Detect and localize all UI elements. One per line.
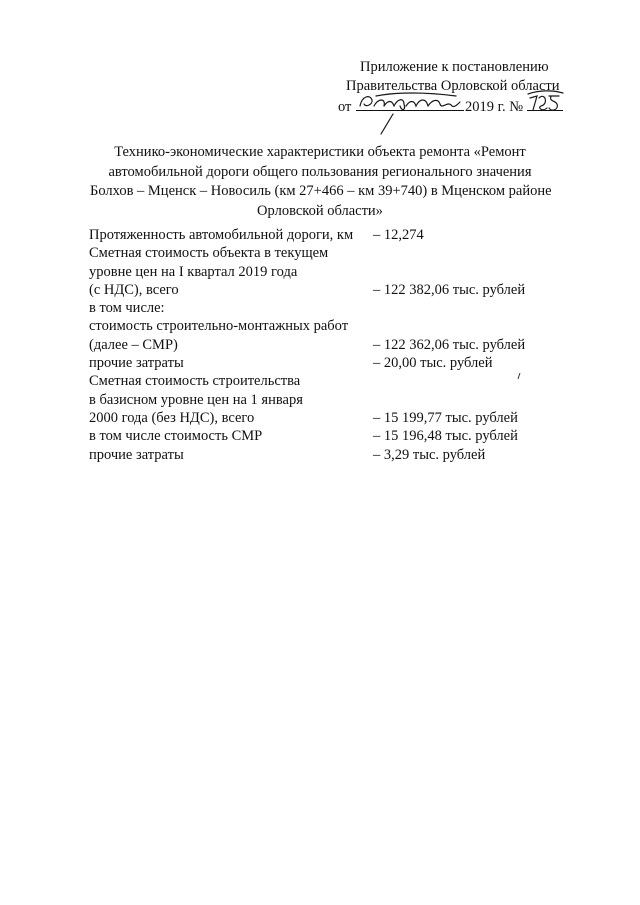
spec-label: в базисном уровне цен на 1 января [89,391,303,408]
spec-value: – 122 362,06 тыс. рублей [373,336,526,353]
title-line-3: Болхов – Мценск – Новосиль (км 27+466 – км 39+740) в Мценском районе [90,183,552,199]
specs-list [89,226,559,464]
spec-value: – 3,29 тыс. рублей [373,446,486,463]
spec-label: уровне цен на I квартал 2019 года [89,263,298,280]
handwritten-date-signature [356,90,464,114]
spec-value: – 122 382,06 тыс. рублей [373,281,526,298]
spec-row [89,446,559,464]
handwritten-date [356,96,464,111]
stray-mark [516,372,522,380]
title-line-1: Технико-экономические характеристики объекта ремонта «Ремонт [114,144,526,160]
handwritten-number [527,96,563,111]
spec-value: – 12,274 [373,227,424,243]
spec-row [89,409,559,427]
appendix-header [300,58,585,117]
spec-label: Сметная стоимость строительства [89,373,301,390]
spec-value: – 15 199,77 тыс. рублей [373,409,518,426]
spec-row [89,372,559,390]
spec-label: прочие затраты [89,446,184,463]
handwritten-stroke [375,112,405,136]
handwritten-number-signature [527,90,563,114]
spec-value: – 20,00 тыс. рублей [373,355,493,372]
appendix-date-line [300,96,585,117]
appendix-line-1: Приложение к постановлению [360,59,549,75]
spec-value: – 15 196,48 тыс. рублей [373,428,518,445]
spec-row [89,391,559,409]
spec-label: стоимость строительно-монтажных работ [89,318,349,335]
spec-label: Протяженность автомобильной дороги, км [89,227,354,243]
year-number-label: 2019 г. № [465,99,524,115]
spec-row [89,427,559,445]
title-line-2: автомобильной дороги общего пользования регионального значения [108,163,532,180]
appendix-line-2: Правительства Орловской области [346,78,560,94]
spec-row [89,244,559,262]
spec-label: прочие затраты [89,355,184,372]
spec-label: (с НДС), всего [89,281,179,298]
spec-row [89,281,559,299]
spec-row [89,299,559,317]
spec-label: Сметная стоимость объекта в текущем [89,245,329,262]
from-label: от [338,99,352,115]
spec-row [89,263,559,281]
spec-row [89,317,559,335]
spec-row [89,336,559,354]
spec-row [89,354,559,372]
spec-label: в том числе стоимость СМР [89,428,263,445]
document-title [90,143,550,221]
spec-label: в том числе: [89,300,165,317]
spec-row [89,226,559,244]
spec-label: 2000 года (без НДС), всего [89,409,255,426]
title-line-4: Орловской области» [257,202,383,219]
spec-label: (далее – СМР) [89,336,178,353]
